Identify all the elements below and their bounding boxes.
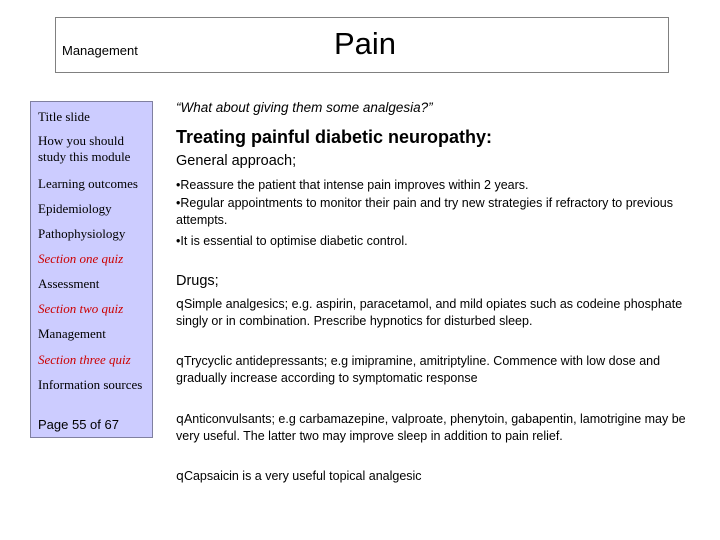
bullet-marker: q [176,468,184,483]
general-point: •It is essential to optimise diabetic control. [176,234,408,248]
page-number: Page 55 of 67 [38,417,119,432]
general-point: •Regular appointments to monitor their pain and try new strategies if refractory to previous attempts. [176,196,673,227]
general-approach-heading: General approach; [176,153,297,169]
drug-item [176,410,696,445]
sidebar-item-section-three-quiz[interactable]: Section three quiz [38,352,131,367]
sidebar-item-assessment[interactable]: Assessment [38,276,100,291]
sidebar-item-management[interactable]: Management [38,326,106,341]
content-heading: Treating painful diabetic neuropathy: [176,127,493,147]
sidebar-item-how-to-study[interactable]: How you should study this module [38,133,131,164]
drug-text: Capsaicin is a very useful topical analgesic [183,469,422,483]
drug-text: Anticonvulsants; e.g carbamazepine, valproate, phenytoin, gabapentin, lamotrigine may be very useful. The latter two may improve sleep in addition to pain relief. [176,412,686,443]
general-point: •Reassure the patient that intense pain improves within 2 years. [176,178,529,192]
sidebar-item-epidemiology[interactable]: Epidemiology [38,201,112,216]
quote-text: “What about giving them some analgesia?” [176,100,433,115]
sidebar-item-title-slide[interactable]: Title slide [38,109,90,124]
sidebar-item-section-two-quiz[interactable]: Section two quiz [38,301,124,316]
drug-item [176,295,696,330]
header-section-label: Management [62,43,138,58]
drug-item [176,352,696,387]
sidebar-item-learning-outcomes[interactable]: Learning outcomes [38,176,138,191]
sidebar-item-pathophysiology[interactable]: Pathophysiology [38,226,126,241]
drug-text: Trycyclic antidepressants; e.g imipramine, amitriptyline. Commence with low dose and gradually increase according to symptomatic response [176,354,661,385]
drug-item [176,467,696,485]
slide-header [55,17,669,73]
bullet-marker: q [176,411,184,426]
bullet-marker: q [176,296,184,311]
sidebar-nav [30,101,153,438]
sidebar-item-information-sources[interactable]: Information sources [38,377,143,392]
drug-text: Simple analgesics; e.g. aspirin, paracetamol, and mild opiates such as codeine phosphate singly or in combination. Prescribe hypnotics for disturbed sleep. [176,297,683,328]
page-title: Pain [334,26,397,61]
sidebar-item-section-one-quiz[interactable]: Section one quiz [38,251,124,266]
bullet-marker: q [176,353,184,368]
drugs-heading: Drugs; [176,273,219,289]
